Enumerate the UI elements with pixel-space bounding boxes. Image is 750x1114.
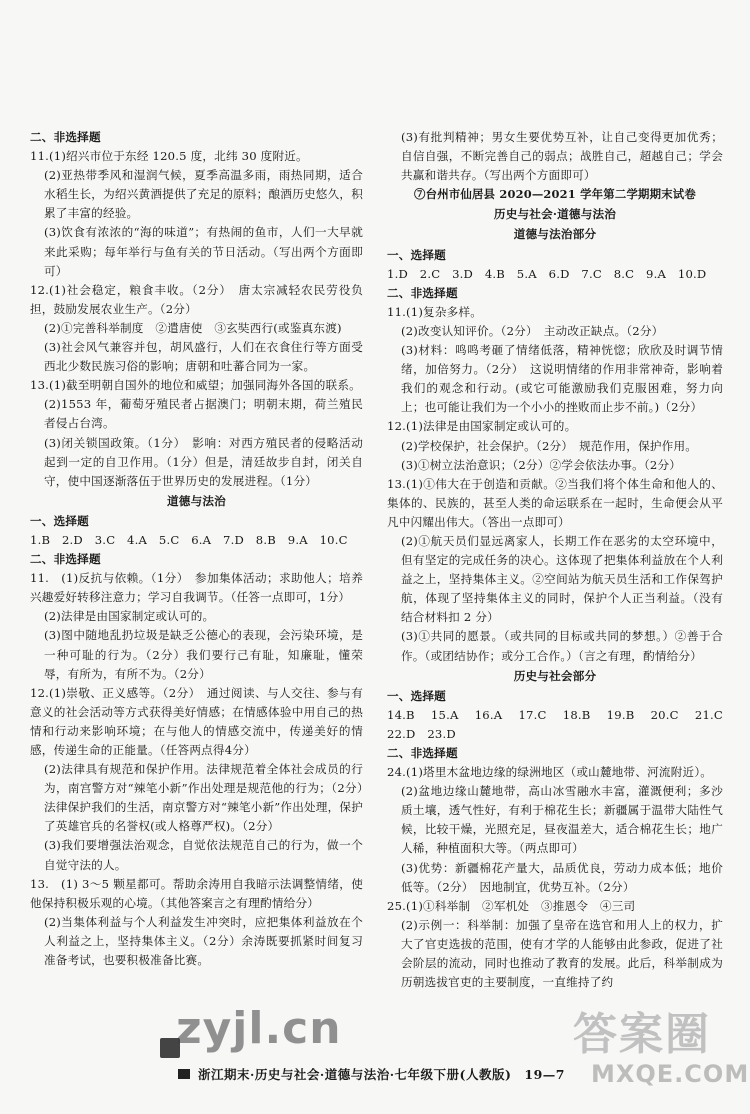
answer-paragraph: (2)①航天员们显远离家人，长期工作在恶劣的太空环境中，但有坚定的完成任务的决心。这体现了把集体利益放在个人利益之上，坚持集体主义。②空间站为航天员生活和工作保驾护航，体现了坚持集体主义的同时，保护个人正当利益。（没有结合材料扣 2 分）: [401, 533, 723, 625]
section-heading: 道德与法治部分: [513, 227, 597, 242]
section-heading: 一、选择题: [387, 688, 446, 703]
answer-paragraph: (3)①树立法治意识；（2分）②学会依法办事。（2分）: [401, 457, 682, 472]
answer-paragraph: (2)法律具有规范和保护作用。法律规范着全体社会成员的行为，南宫警方对“辣笔小新”作出处理是规范他的行为；（2分）法律保护我们的生活，南京警方对“辣笔小新”作出处理，保护了英雄官兵的名誉权(或人格尊严权)。（2分）: [44, 762, 363, 834]
section-heading: 历史与社会部分: [513, 668, 597, 683]
answer-paragraph: (2)1553 年，葡萄牙殖民者占据澳门；明朝末期，荷兰殖民者侵占台湾。: [44, 397, 363, 431]
answer-paragraph: (2)盆地边缘山麓地带，高山冰雪融水丰富，灌溉便利；多沙质土壤，透气性好，有利于棉花生长；新疆属于温带大陆性气候，比较干燥，光照充足，昼夜温差大，适合棉花生长；地广人稀，种植面积大等。（两点即可）: [401, 784, 723, 856]
answer-paragraph: (2)①完善科举制度 ②遣唐使 ③玄奘西行(或鉴真东渡): [44, 320, 342, 335]
answer-paragraph: (3)饮食有浓浓的“海的味道”；有热闹的鱼市，人们一大早就来此采购；每年举行与鱼有关的节日活动。（写出两个方面即可）: [44, 225, 363, 278]
watermark-daanquan-logo: [573, 1009, 750, 1102]
section-heading: 道德与法治: [167, 493, 226, 508]
answer-paragraph: (2)改变认知评价。（2分） 主动改正缺点。（2分）: [401, 323, 664, 338]
section-heading: 二、非选择题: [30, 130, 101, 144]
footer-marker-icon: [178, 1069, 190, 1079]
section-heading: ⑦台州市仙居县 2020—2021 学年第二学期期末试卷: [414, 187, 696, 202]
answer-paragraph: (3)①共同的愿景。（或共同的目标或共同的梦想。）②善于合作。（或团结协作；或分工合作。）（言之有理，酌情给分）: [401, 629, 723, 663]
answer-paragraph: 12.(1)法律是由国家制定或认可的。: [387, 419, 577, 434]
section-heading: 一、选择题: [387, 247, 446, 262]
answer-paragraph: 24.(1)塔里木盆地边缘的绿洲地区（或山麓地带、河流附近）。: [387, 765, 713, 780]
answer-paragraph: 1.B 2.D 3.C 4.A 5.C 6.A 7.D 8.B 9.A 10.C: [30, 532, 348, 547]
answer-paragraph: 1.D 2.C 3.D 4.B 5.A 6.D 7.C 8.C 9.A 10.D: [387, 266, 707, 281]
section-heading: 二、非选择题: [30, 552, 101, 567]
answer-paragraph: 13.(1)①伟大在于创造和贡献。②当我们将个体生命和他人的、集体的、民族的，甚至人类的命运联系在一起时，生命便会从平凡中闪耀出伟大。（答出一点即可）: [387, 476, 723, 529]
footer-text: 浙江期末·历史与社会·道德与法治·七年级下册(人教版) 19—7: [198, 1067, 565, 1082]
section-heading: 二、非选择题: [387, 746, 458, 760]
answer-paragraph: (3)材料：鸣鸣考砸了情绪低落，精神恍惚；欣欣及时调节情绪，加倍努力。（2分） 这说明情绪的作用非常神奇，影响着我们的观念和行动。(或它可能激励我们克服困难，努力向上；也可能让我们为一个小小的挫败而止步不前。)（2分）: [401, 343, 723, 415]
answer-paragraph: (3)社会风气兼容并包，胡风盛行，人们在衣食住行等方面受西北少数民族习俗的影响；唐朝和吐蕃合同为一家。: [44, 340, 363, 374]
answer-paragraph: (2)学校保护，社会保护。（2分） 规范作用，保护作用。: [401, 438, 698, 453]
answer-paragraph: (2)当集体利益与个人利益发生冲突时，应把集体利益放在个人利益之上，坚持集体主义。（2分）余涛既要抓紧时间复习准备考试，也要积极准备比赛。: [44, 914, 363, 968]
answer-paragraph: (3)有批判精神；男女生要优势互补，让自己变得更加优秀；自信自强，不断完善自己的弱点；战胜自己，超越自己；学会共赢和谐共存。（写出两个方面即可）: [401, 130, 723, 183]
section-heading: 一、选择题: [30, 513, 89, 528]
section-heading: 历史与社会·道德与法治: [493, 207, 617, 222]
answer-paragraph: (2)示例一：科举制：加强了皇帝在选官和用人上的权力，扩大了官吏选拔的范围，使有才学的人能够由此参政，促进了社会阶层的流动，同时也推动了教育的发展。此后，科举制成为历朝选拔官吏的主要制度，一直维持了约: [401, 917, 723, 990]
answer-paragraph: (3)图中随地乱扔垃圾是缺乏公德心的表现，会污染环境，是一种可耻的行为。（2分）我们要行己有耻，知廉耻，懂荣辱，有所为，有所不为。（2分）: [44, 628, 363, 681]
answer-paragraph: 11.(1)复杂多样。: [387, 304, 483, 319]
answer-paragraph: (3)闭关锁国政策。（1分） 影响：对西方殖民者的侵略活动起到一定的自卫作用。（1分）但是，清廷故步自封，闭关自守，使中国逐渐落伍于世界历史的发展进程。（1分）: [44, 435, 363, 488]
answer-paragraph: 25.(1)①科举制 ②军机处 ③推恩令 ④三司: [387, 898, 636, 913]
watermark-zyjl: zyjl.cn: [176, 1003, 342, 1054]
section-heading: 二、非选择题: [387, 285, 458, 300]
answer-paragraph: (3)优势：新疆棉花产量大，品质优良，劳动力成本低；地价低等。（2分） 因地制宜，优势互补。（2分）: [401, 860, 723, 894]
answer-paragraph: 13. (1) 3～5 颗星都可。帮助余涛用自我暗示法调整情绪，使他保持积极乐观的心境。（其他答案言之有理酌情给分）: [30, 876, 363, 910]
answer-paragraph: 13.(1)截至明朝自国外的地位和威望；加强同海外各国的联系。: [30, 378, 361, 393]
watermark-cn: 答案圈: [573, 1009, 711, 1060]
right-column: [387, 128, 735, 992]
answer-paragraph: (3)我们要增强法治观念，自觉依法规范自己的行为，做一个自觉守法的人。: [44, 838, 363, 872]
answer-paragraph: 11. (1)反抗与依赖。（1分） 参加集体活动；求助他人；培养兴趣爱好转移注意力；学习自我调节。（任答一点即可，1分）: [30, 571, 363, 605]
left-column: [30, 128, 363, 970]
answer-paragraph: 12.(1)社会稳定，粮食丰收。（2分） 唐太宗减轻农民劳役负担，鼓励发展农业生产。（2分）: [30, 282, 363, 316]
answer-paragraph: 11.(1)绍兴市位于东经 120.5 度，北纬 30 度附近。: [30, 149, 308, 164]
watermark-en: MXQE.COM: [591, 1060, 750, 1088]
answer-paragraph: 12.(1)崇敬、正义感等。（2分） 通过阅读、与人交往、参与有意义的社会活动等方式获得美好情感；在情感体验中用自己的热情和行动来影响环境；在与他人的情感交流中，传递美好的情感，传递生命的正能量。（任答两点得4分）: [30, 685, 363, 757]
answer-paragraph: (2)法律是由国家制定或认可的。: [44, 609, 215, 624]
answer-paragraph: (2)亚热带季风和湿润气候，夏季高温多雨，雨热同期，适合水稻生长，为绍兴黄酒提供了充足的原料；酿酒历史悠久，积累了丰富的经验。: [44, 168, 363, 221]
answer-paragraph: 14.B 15.A 16.A 17.C 18.B 19.B 20.C 21.C 22.D 23.D: [387, 707, 735, 741]
